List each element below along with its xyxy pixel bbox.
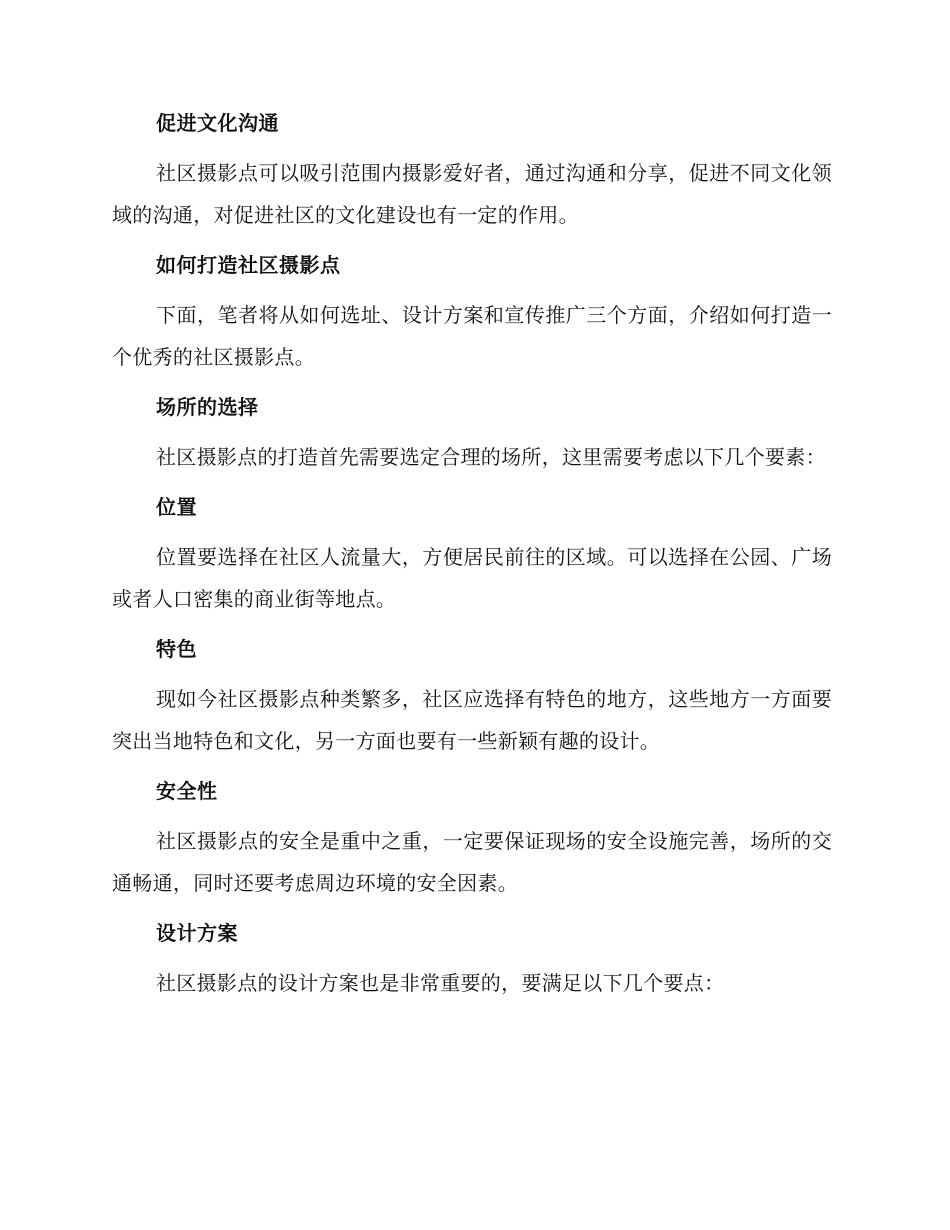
section-body-culture-exchange: 社区摄影点可以吸引范围内摄影爱好者，通过沟通和分享，促进不同文化领域的沟通，对促进社区的文化建设也有一定的作用。 (112, 161, 832, 227)
section-heading-site-selection: 场所的选择 (156, 395, 259, 419)
document-page (112, 108, 832, 1018)
section-body-how-to-build: 下面，笔者将从如何选址、设计方案和宣传推广三个方面，介绍如何打造一个优秀的社区摄影点。 (112, 303, 832, 369)
section-heading-location: 位置 (156, 495, 197, 519)
section-body-design-plan: 社区摄影点的设计方案也是非常重要的，要满足以下几个要点： (156, 971, 725, 995)
section-heading-how-to-build: 如何打造社区摄影点 (156, 253, 341, 277)
section-body-features: 现如今社区摄影点种类繁多，社区应选择有特色的地方，这些地方一方面要突出当地特色和文化，另一方面也要有一些新颖有趣的设计。 (112, 687, 832, 753)
section-heading-features: 特色 (156, 637, 197, 661)
section-heading-design-plan: 设计方案 (156, 921, 238, 945)
section-heading-culture-exchange: 促进文化沟通 (156, 111, 279, 135)
section-body-safety: 社区摄影点的安全是重中之重，一定要保证现场的安全设施完善，场所的交通畅通，同时还要考虑周边环境的安全因素。 (112, 829, 832, 895)
section-body-site-selection: 社区摄影点的打造首先需要选定合理的场所，这里需要考虑以下几个要素： (156, 445, 826, 469)
section-body-location: 位置要选择在社区人流量大，方便居民前往的区域。可以选择在公园、广场或者人口密集的商业街等地点。 (112, 545, 832, 611)
section-heading-safety: 安全性 (156, 779, 218, 803)
